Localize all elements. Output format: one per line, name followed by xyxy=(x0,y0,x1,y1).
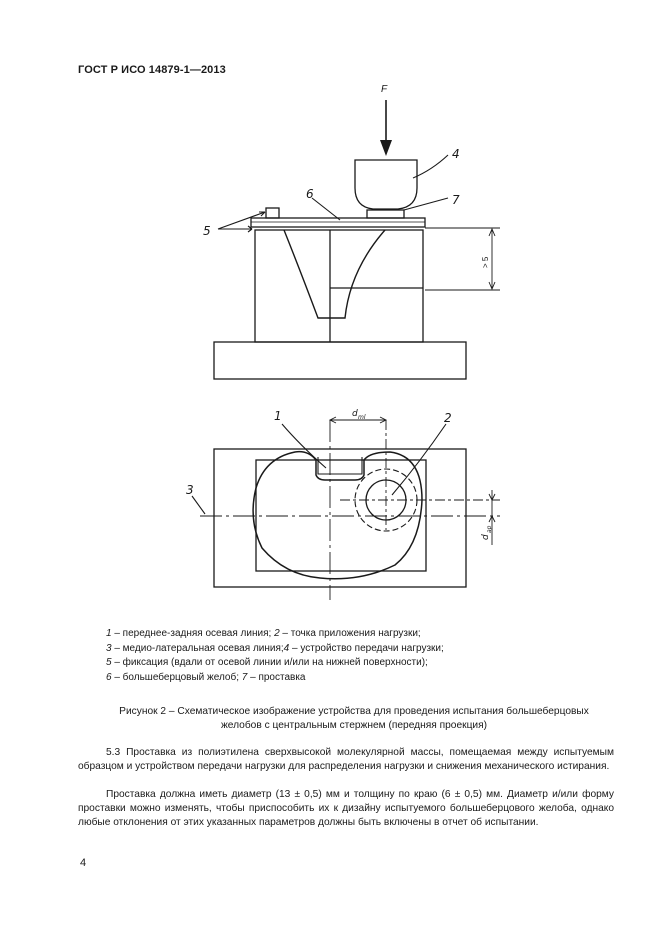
front-view xyxy=(214,100,500,379)
dimension-label-vertical: > 5 xyxy=(481,256,490,268)
outer-frame xyxy=(214,449,466,587)
spacer xyxy=(367,210,404,218)
tibial-tray-plate xyxy=(251,218,425,227)
paragraph-spacer-dimensions: Проставка должна иметь диаметр (13 ± 0,5) мм и толщину по краю (6 ± 0,5) мм. Диаметр и/или форму проставки можно изменять, чтобы приспособить их к дизайну испытуемого большеберцового желоба, однако любые отклонения от этих указанных параметров должны быть включены в отчет об испытании. xyxy=(78,789,614,829)
legend-line-2: 3 – медио-латеральная осевая линия;4 – устройство передачи нагрузки; xyxy=(106,642,444,654)
legend-line-4: 6 – большеберцовый желоб; 7 – проставка xyxy=(106,671,306,683)
load-transfer-device xyxy=(355,160,417,209)
standard-header: ГОСТ Р ИСО 14879-1—2013 xyxy=(78,64,226,76)
holder-block xyxy=(255,230,423,342)
label-3: 3 xyxy=(186,483,194,497)
label-2: 2 xyxy=(444,411,452,425)
label-5: 5 xyxy=(203,224,211,238)
top-view xyxy=(192,417,500,600)
dim-ap-label: d xyxy=(481,534,491,540)
figure-caption xyxy=(74,705,634,733)
figure-legend xyxy=(106,627,444,685)
page-number: 4 xyxy=(80,857,87,869)
dim-ml-label: d xyxy=(352,409,358,419)
caption-line-1: Рисунок 2 – Схематическое изображение устройства для проведения испытания большеберцовых xyxy=(119,706,589,717)
label-4: 4 xyxy=(452,147,460,161)
fixation-block xyxy=(266,208,279,218)
inner-frame xyxy=(256,460,426,571)
legend-line-3: 5 – фиксация (вдали от осевой линии и/или на нижней поверхности); xyxy=(106,657,428,668)
label-7: 7 xyxy=(452,193,460,207)
legend-line-1: 1 – переднее-задняя осевая линия; 2 – точка приложения нагрузки; xyxy=(106,628,421,639)
paragraph-5-3: 5.3 Проставка из полиэтилена сверхвысокой молекулярной массы, помещаемая между испытуемым образцом и устройством передачи нагрузки для распределения нагрузки и снижения механического истирания. xyxy=(78,747,614,773)
label-1: 1 xyxy=(274,409,282,423)
label-6: 6 xyxy=(306,187,314,201)
dim-ml-subscript: ml xyxy=(358,414,366,421)
base-plate xyxy=(214,342,466,379)
caption-line-2: желобов с центральным стержнем (передняя проекция) xyxy=(220,720,488,731)
central-stem xyxy=(284,230,385,318)
force-label: F xyxy=(381,84,388,95)
force-arrowhead xyxy=(380,140,392,156)
dim-ap-subscript: ap xyxy=(486,525,493,533)
